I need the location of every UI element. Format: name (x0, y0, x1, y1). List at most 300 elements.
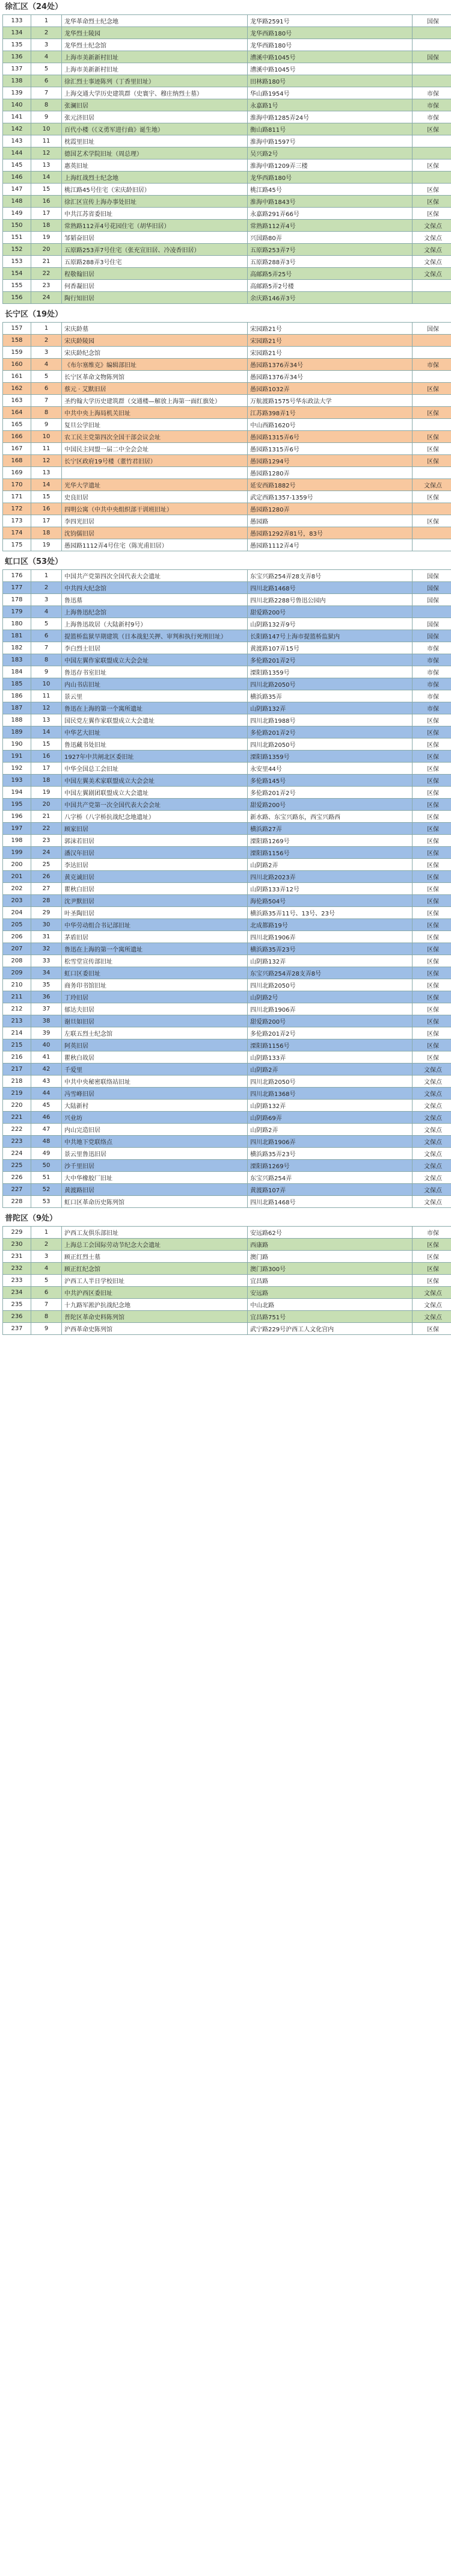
district-number: 6 (31, 1287, 62, 1299)
site-address: 多伦路201弄2号 (248, 726, 413, 738)
table-row (3, 1227, 451, 1239)
site-address: 四川北路2288号鲁迅公园内 (248, 594, 413, 606)
district-number: 10 (31, 678, 62, 690)
row-index: 183 (3, 654, 31, 666)
site-address: 高邮路5弄25号 (248, 268, 413, 280)
table-row (3, 943, 451, 955)
district-number: 39 (31, 1027, 62, 1039)
row-index: 168 (3, 455, 31, 467)
site-name: 中国左翼美术家联盟成立大会会址 (62, 775, 248, 787)
protection-level: 区保 (413, 1039, 451, 1051)
site-address: 江苏路398弄1号 (248, 407, 413, 419)
district-number: 22 (31, 268, 62, 280)
protection-level (413, 63, 451, 75)
table-row (3, 123, 451, 135)
protection-level: 市保 (413, 642, 451, 654)
district-number: 43 (31, 1076, 62, 1088)
table-row (3, 1100, 451, 1112)
row-index: 141 (3, 111, 31, 123)
site-address: 溧阳路1359号 (248, 666, 413, 678)
site-name: 徐汇区宣传上海办事处旧址 (62, 196, 248, 208)
row-index: 149 (3, 208, 31, 220)
row-index: 184 (3, 666, 31, 678)
protection-level: 文保点 (413, 220, 451, 232)
table-row (3, 63, 451, 75)
protection-level: 区保 (413, 943, 451, 955)
district-number: 7 (31, 642, 62, 654)
row-index: 217 (3, 1064, 31, 1076)
protection-level: 文保点 (413, 268, 451, 280)
table-row (3, 919, 451, 931)
row-index: 191 (3, 751, 31, 763)
row-index: 170 (3, 479, 31, 491)
site-address: 永嘉路291弄66号 (248, 208, 413, 220)
district-number: 18 (31, 220, 62, 232)
site-address: 山阴路133弄12号 (248, 883, 413, 895)
row-index: 173 (3, 515, 31, 527)
table-row (3, 751, 451, 763)
site-name: 谢旦如旧居 (62, 1015, 248, 1027)
table-row (3, 979, 451, 991)
row-index: 235 (3, 1299, 31, 1311)
table-row (3, 775, 451, 787)
site-address: 溧阳路1359号 (248, 751, 413, 763)
site-name: 鲁迅存书室旧址 (62, 666, 248, 678)
protection-level: 文保点 (413, 479, 451, 491)
protection-level: 区保 (413, 738, 451, 751)
site-name: 顾家旧居 (62, 823, 248, 835)
site-name: 五原路253弄7号住宅（张充宣旧居、冷凌香旧居） (62, 244, 248, 256)
table-row (3, 347, 451, 359)
site-name: 中共沪西区委旧址 (62, 1287, 248, 1299)
table-row (3, 419, 451, 431)
site-name: 郁达夫旧居 (62, 1003, 248, 1015)
table-row (3, 787, 451, 799)
table-row (3, 491, 451, 503)
district-number: 6 (31, 630, 62, 642)
table-row (3, 907, 451, 919)
site-address: 四川北路1468号 (248, 1196, 413, 1208)
district-number: 3 (31, 594, 62, 606)
district-section (0, 1212, 451, 1335)
table-row (3, 1088, 451, 1100)
protection-level: 市保 (413, 111, 451, 123)
table-row (3, 1160, 451, 1172)
row-index: 209 (3, 967, 31, 979)
row-index: 185 (3, 678, 31, 690)
row-index: 218 (3, 1076, 31, 1088)
site-name: 四明公寓（中共中央组织部干训班旧址） (62, 503, 248, 515)
row-index: 204 (3, 907, 31, 919)
site-address: 四川北路1468号 (248, 582, 413, 594)
protection-level: 区保 (413, 799, 451, 811)
protection-level (413, 527, 451, 539)
site-name: 上海交通大学历史建筑群（史寰宇、穆庄纳烈士墓） (62, 87, 248, 99)
protection-level: 市保 (413, 654, 451, 666)
table-row (3, 455, 451, 467)
table-row (3, 991, 451, 1003)
site-name: 桃江路45号住宅（宋庆龄旧居） (62, 184, 248, 196)
row-index: 155 (3, 280, 31, 292)
protection-level: 国保 (413, 582, 451, 594)
protection-level: 区保 (413, 751, 451, 763)
protection-level (413, 419, 451, 431)
row-index: 222 (3, 1124, 31, 1136)
table-row (3, 479, 451, 491)
site-address: 余庆路146弄3号 (248, 292, 413, 304)
site-name: 枕霞里旧址 (62, 135, 248, 147)
row-index: 150 (3, 220, 31, 232)
site-address: 山阴路133弄 (248, 1051, 413, 1064)
district-number: 1 (31, 323, 62, 335)
site-address: 山阴路2弄 (248, 1064, 413, 1076)
protection-level: 区保 (413, 787, 451, 799)
site-address: 安远路 (248, 1287, 413, 1299)
table-row (3, 823, 451, 835)
protection-level: 市保 (413, 1227, 451, 1239)
site-name: 长宁区政府19号楼（董竹君旧居） (62, 455, 248, 467)
district-number: 14 (31, 726, 62, 738)
protection-level (413, 292, 451, 304)
site-address: 山阴路2号 (248, 991, 413, 1003)
protection-level: 文保点 (413, 1311, 451, 1323)
row-index: 177 (3, 582, 31, 594)
table-row (3, 503, 451, 515)
table-row (3, 895, 451, 907)
site-name: 千爱里 (62, 1064, 248, 1076)
row-index: 166 (3, 431, 31, 443)
site-name: 鲁迅墓 (62, 594, 248, 606)
site-name: 黄克诚旧居 (62, 871, 248, 883)
table-row (3, 335, 451, 347)
district-number: 2 (31, 27, 62, 39)
row-index: 154 (3, 268, 31, 280)
table-row (3, 847, 451, 859)
table-row (3, 871, 451, 883)
table-row (3, 1287, 451, 1299)
protection-level: 区保 (413, 763, 451, 775)
row-index: 207 (3, 943, 31, 955)
row-index: 156 (3, 292, 31, 304)
protection-level: 区保 (413, 726, 451, 738)
site-name: 愚园路1112弄4号住宅（陈光甫旧居） (62, 539, 248, 551)
protection-level: 区保 (413, 159, 451, 172)
district-number: 37 (31, 1003, 62, 1015)
site-name: 中华全国总工会旧址 (62, 763, 248, 775)
table-row (3, 371, 451, 383)
district-number: 19 (31, 787, 62, 799)
row-index: 181 (3, 630, 31, 642)
district-title: 长宁区（19处） (0, 308, 451, 322)
site-table (2, 1226, 451, 1335)
district-number: 14 (31, 479, 62, 491)
protection-level: 区保 (413, 823, 451, 835)
site-address: 甜爱路200号 (248, 606, 413, 618)
row-index: 214 (3, 1027, 31, 1039)
district-title: 普陀区（9处） (0, 1212, 451, 1226)
site-address: 四川北路2050号 (248, 979, 413, 991)
protection-level: 区保 (413, 1239, 451, 1251)
protection-level: 文保点 (413, 1112, 451, 1124)
site-name: 沪西工人半日学校旧址 (62, 1275, 248, 1287)
district-number: 51 (31, 1172, 62, 1184)
site-name: 中共江苏省委旧址 (62, 208, 248, 220)
site-name: 陶行知旧居 (62, 292, 248, 304)
table-row (3, 323, 451, 335)
district-number: 34 (31, 967, 62, 979)
table-row (3, 39, 451, 51)
district-number: 19 (31, 232, 62, 244)
row-index: 144 (3, 147, 31, 159)
row-index: 193 (3, 775, 31, 787)
district-number: 30 (31, 919, 62, 931)
table-row (3, 1003, 451, 1015)
site-name: 大中华橡胶厂旧址 (62, 1172, 248, 1184)
site-address: 龙华路2591号 (248, 15, 413, 27)
protection-level: 区保 (413, 455, 451, 467)
site-address: 多伦路201弄2号 (248, 787, 413, 799)
protection-level: 文保点 (413, 1064, 451, 1076)
table-row (3, 654, 451, 666)
table-row (3, 1251, 451, 1263)
district-number: 15 (31, 491, 62, 503)
site-address: 愚园路1280弄 (248, 503, 413, 515)
site-name: 徐汇烈士事迹陈列（丁香里旧址） (62, 75, 248, 87)
row-index: 228 (3, 1196, 31, 1208)
site-address: 华山路1954号 (248, 87, 413, 99)
protection-level: 文保点 (413, 1076, 451, 1088)
site-address: 淮海中路1597号 (248, 135, 413, 147)
table-row (3, 630, 451, 642)
site-name: 何香凝旧居 (62, 280, 248, 292)
table-row (3, 726, 451, 738)
site-address: 五原路288弄3号 (248, 256, 413, 268)
protection-level (413, 606, 451, 618)
table-row (3, 582, 451, 594)
district-number: 21 (31, 256, 62, 268)
site-name: 左联五烈士纪念馆 (62, 1027, 248, 1039)
row-index: 190 (3, 738, 31, 751)
protection-level: 国保 (413, 15, 451, 27)
site-address: 溧阳路1269号 (248, 835, 413, 847)
row-index: 157 (3, 323, 31, 335)
site-name: 蔡元 · 艾默旧居 (62, 383, 248, 395)
site-name: 宋庆龄墓 (62, 323, 248, 335)
table-row (3, 1027, 451, 1039)
site-address: 武宁路229号沪西工人文化宫内 (248, 1323, 413, 1335)
site-name: 龙华烈士纪念馆 (62, 39, 248, 51)
district-number: 5 (31, 1275, 62, 1287)
district-number: 25 (31, 859, 62, 871)
row-index: 201 (3, 871, 31, 883)
protection-level: 国保 (413, 51, 451, 63)
row-index: 153 (3, 256, 31, 268)
site-name: 提篮桥监狱早期建筑（日本战犯关押、审判和执行死刑旧址） (62, 630, 248, 642)
district-number: 42 (31, 1064, 62, 1076)
site-name: 虹口区委旧址 (62, 967, 248, 979)
district-number: 1 (31, 570, 62, 582)
protection-level: 文保点 (413, 1100, 451, 1112)
protection-level (413, 75, 451, 87)
site-name: 景云里鲁迅旧居 (62, 1148, 248, 1160)
site-address: 横浜路35弄23号 (248, 1148, 413, 1160)
district-number: 9 (31, 419, 62, 431)
district-number: 15 (31, 738, 62, 751)
district-number: 16 (31, 503, 62, 515)
district-number: 3 (31, 347, 62, 359)
table-row (3, 515, 451, 527)
protection-level (413, 371, 451, 383)
site-name: 鲁迅藏书处旧址 (62, 738, 248, 751)
site-name: 中共地下党联络点 (62, 1136, 248, 1148)
protection-level: 区保 (413, 931, 451, 943)
protection-level: 区保 (413, 196, 451, 208)
row-index: 152 (3, 244, 31, 256)
site-name: 沈尹默旧居 (62, 895, 248, 907)
site-address: 溧阳路1269号 (248, 1160, 413, 1172)
site-address: 愚园路1376弄34号 (248, 359, 413, 371)
site-address: 漕溪中路1045号 (248, 63, 413, 75)
district-number: 8 (31, 1311, 62, 1323)
table-row (3, 292, 451, 304)
table-row (3, 99, 451, 111)
district-number: 8 (31, 654, 62, 666)
site-address: 龙华西路180号 (248, 27, 413, 39)
district-number: 10 (31, 431, 62, 443)
district-number: 18 (31, 527, 62, 539)
row-index: 145 (3, 159, 31, 172)
protection-level: 文保点 (413, 1088, 451, 1100)
site-address: 愚园路1292弄81号，83号 (248, 527, 413, 539)
district-number: 2 (31, 1239, 62, 1251)
protection-level: 区保 (413, 1251, 451, 1263)
table-row (3, 967, 451, 979)
site-address: 中山北路 (248, 1299, 413, 1311)
site-name: 八字桥（八字桥抗战纪念地遗址） (62, 811, 248, 823)
site-name: 中华艺大旧址 (62, 726, 248, 738)
site-name (62, 467, 248, 479)
district-number: 26 (31, 871, 62, 883)
district-number: 7 (31, 87, 62, 99)
site-name: 史良旧居 (62, 491, 248, 503)
protection-level (413, 347, 451, 359)
protection-level: 区保 (413, 871, 451, 883)
site-name: 内山书店旧址 (62, 678, 248, 690)
district-number: 21 (31, 811, 62, 823)
table-row (3, 799, 451, 811)
site-name: 沪西革命史陈列馆 (62, 1323, 248, 1335)
district-number: 52 (31, 1184, 62, 1196)
protection-level: 区保 (413, 1323, 451, 1335)
site-name: 常熟路112弄4号花园住宅（胡华旧居） (62, 220, 248, 232)
district-number: 24 (31, 292, 62, 304)
district-number: 38 (31, 1015, 62, 1027)
row-index: 200 (3, 859, 31, 871)
site-address: 四川北路1906弄 (248, 931, 413, 943)
row-index: 234 (3, 1287, 31, 1299)
table-row (3, 383, 451, 395)
protection-level: 区保 (413, 407, 451, 419)
table-row (3, 570, 451, 582)
table-row (3, 75, 451, 87)
table-row (3, 690, 451, 702)
table-row (3, 359, 451, 371)
row-index: 161 (3, 371, 31, 383)
district-number: 5 (31, 618, 62, 630)
site-name: 顾正红纪念馆 (62, 1263, 248, 1275)
district-number: 1 (31, 1227, 62, 1239)
site-address: 淮海中路1285弄24号 (248, 111, 413, 123)
district-number: 7 (31, 1299, 62, 1311)
table-row (3, 1136, 451, 1148)
site-name: 五原路288弄3号住宅 (62, 256, 248, 268)
protection-level: 区保 (413, 515, 451, 527)
site-name: 李白烈士旧居 (62, 642, 248, 654)
site-address: 东宝兴路254弄 (248, 1172, 413, 1184)
table-row (3, 184, 451, 196)
table-row (3, 244, 451, 256)
row-index: 195 (3, 799, 31, 811)
protection-level (413, 147, 451, 159)
site-address: 溧阳路1156号 (248, 1039, 413, 1051)
protection-level: 文保点 (413, 1299, 451, 1311)
site-name: 中共四大纪念馆 (62, 582, 248, 594)
table-row (3, 147, 451, 159)
site-address: 西康路 (248, 1239, 413, 1251)
site-address: 长阳路147号上海市提篮桥监狱内 (248, 630, 413, 642)
protection-level: 文保点 (413, 1160, 451, 1172)
protection-level: 市保 (413, 99, 451, 111)
site-address: 四川北路1988号 (248, 714, 413, 726)
site-name: 龙华革命烈士纪念地 (62, 15, 248, 27)
district-number: 45 (31, 1100, 62, 1112)
site-name: 普陀区革命史料陈列馆 (62, 1311, 248, 1323)
district-number: 2 (31, 582, 62, 594)
district-number: 53 (31, 1196, 62, 1208)
table-row (3, 431, 451, 443)
table-row (3, 702, 451, 714)
district-number: 4 (31, 51, 62, 63)
protection-level: 国保 (413, 570, 451, 582)
protection-level: 国保 (413, 594, 451, 606)
row-index: 203 (3, 895, 31, 907)
row-index: 167 (3, 443, 31, 455)
site-address: 永安里44号 (248, 763, 413, 775)
district-number: 50 (31, 1160, 62, 1172)
site-name: 瞿秋白旧居 (62, 883, 248, 895)
site-name: 叶圣陶旧居 (62, 907, 248, 919)
district-number: 17 (31, 208, 62, 220)
district-number: 4 (31, 359, 62, 371)
protection-level: 国保 (413, 630, 451, 642)
district-title: 徐汇区（24处） (0, 0, 451, 14)
protection-level: 文保点 (413, 1148, 451, 1160)
table-row (3, 714, 451, 726)
site-name: 茅盾旧居 (62, 931, 248, 943)
table-row (3, 196, 451, 208)
district-number: 5 (31, 63, 62, 75)
table-row (3, 666, 451, 678)
protection-level: 文保点 (413, 244, 451, 256)
site-address: 横浜路35弄 (248, 690, 413, 702)
site-address: 四川北路1368号 (248, 1088, 413, 1100)
table-row (3, 642, 451, 654)
table-row (3, 811, 451, 823)
table-row (3, 527, 451, 539)
table-row (3, 1184, 451, 1196)
protection-level (413, 27, 451, 39)
district-number: 8 (31, 407, 62, 419)
